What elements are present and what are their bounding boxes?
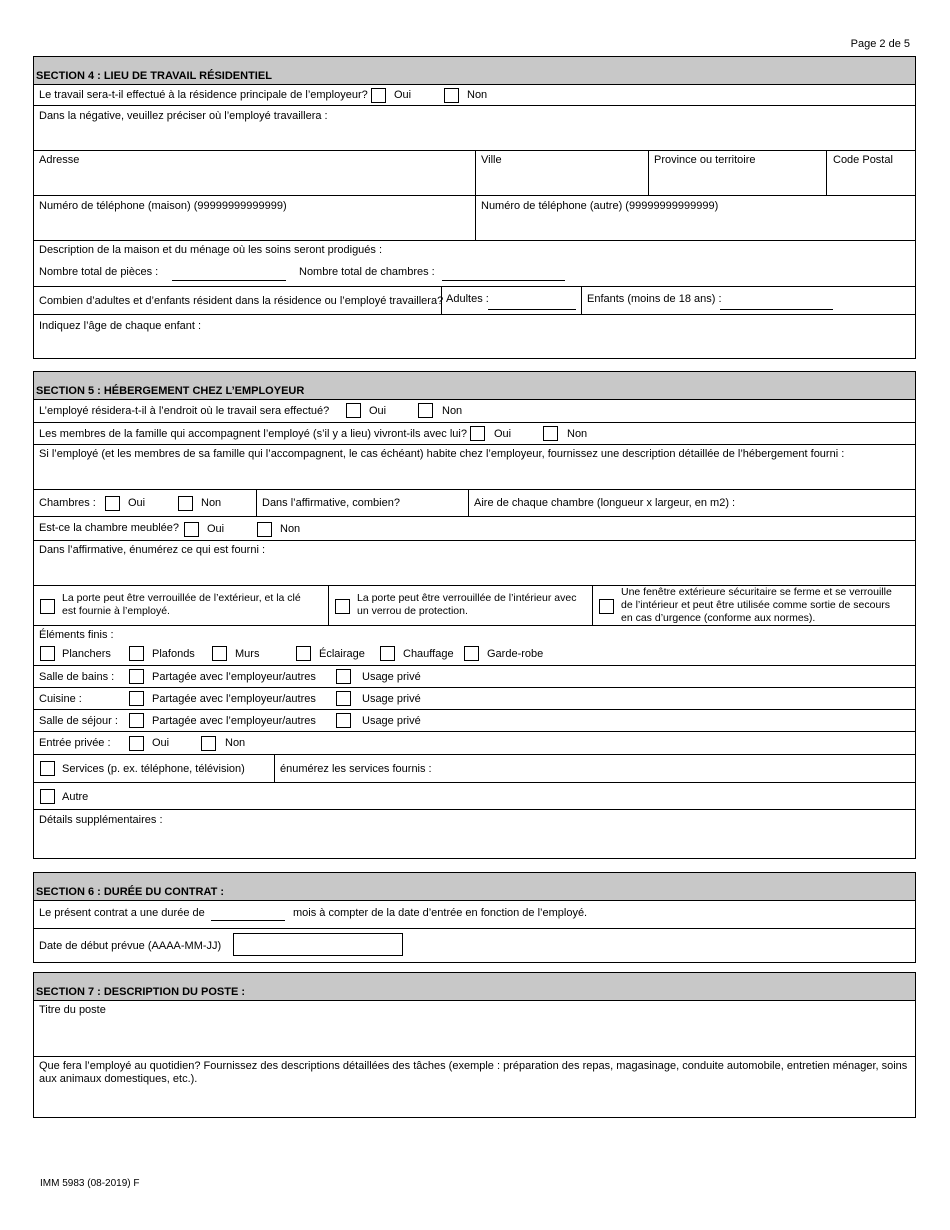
s4-q1-label: Le travail sera-t-il effectué à la résidence principale de l’employeur? — [39, 89, 368, 101]
plafonds-checkbox[interactable] — [129, 646, 144, 661]
s5-q1-non-label: Non — [442, 405, 463, 417]
section-4 — [33, 56, 916, 359]
chambres-total-input[interactable] — [442, 280, 565, 281]
s5-services-row — [34, 755, 915, 783]
date-debut-input[interactable] — [233, 933, 403, 956]
section-6-title: SECTION 6 : DURÉE DU CONTRAT : — [36, 886, 225, 898]
fenetre-line1: Une fenêtre extérieure sécuritaire se ferme et se verrouille — [621, 586, 892, 598]
combien-label: Combien d’adultes et d’enfants résident dans la résidence ou l’employé travaillera? — [39, 295, 444, 307]
s6-duree-row — [34, 901, 915, 929]
s5-salle-sejour-row — [34, 710, 915, 732]
cuisine-prive-label: Usage privé — [362, 693, 421, 705]
chauffage-checkbox[interactable] — [380, 646, 395, 661]
s6-date-row — [34, 929, 915, 962]
s4-age-field[interactable] — [34, 315, 915, 358]
duree-label-a: Le présent contrat a une durée de — [39, 907, 205, 919]
section-5 — [33, 371, 916, 859]
s7-titre-field[interactable] — [34, 1001, 915, 1057]
salle-sejour-label: Salle de séjour : — [39, 715, 118, 727]
salle-bains-prive-label: Usage privé — [362, 671, 421, 683]
s4-q2-field[interactable] — [34, 106, 915, 151]
s5-meublee-row — [34, 517, 915, 541]
autre-checkbox[interactable] — [40, 789, 55, 804]
enum-label: Dans l’affirmative, énumérez ce qui est fourni : — [39, 544, 266, 556]
enfants-label: Enfants (moins de 18 ans) : — [587, 293, 722, 305]
duree-input[interactable] — [211, 920, 285, 921]
pieces-label: Nombre total de pièces : — [39, 266, 159, 278]
services-label: Services (p. ex. téléphone, télévision) — [62, 763, 245, 775]
salle-sejour-partagee-checkbox[interactable] — [129, 713, 144, 728]
section-7 — [33, 972, 916, 1118]
cuisine-label: Cuisine : — [39, 693, 82, 705]
salle-bains-partagee-checkbox[interactable] — [129, 669, 144, 684]
meublee-non-checkbox[interactable] — [257, 522, 272, 537]
fenetre-line3: en cas d’urgence (conforme aux normes). — [621, 612, 816, 624]
entree-non-checkbox[interactable] — [201, 736, 216, 751]
meublee-label: Est-ce la chambre meublée? — [39, 522, 180, 534]
s5-q2-oui-checkbox[interactable] — [470, 426, 485, 441]
s4-description-row — [34, 241, 915, 287]
meublee-non-label: Non — [280, 523, 301, 535]
eclairage-label: Éclairage — [319, 648, 365, 660]
ville-label: Ville — [481, 154, 502, 166]
enfants-input[interactable] — [720, 309, 833, 310]
fenetre-line2: de l’intérieur et peut être utilisée comme sortie de secours — [621, 599, 891, 611]
tel-autre-label: Numéro de téléphone (autre) (99999999999999) — [481, 200, 719, 212]
s4-q1-oui-label: Oui — [394, 89, 412, 101]
s4-q1-oui-checkbox[interactable] — [371, 88, 386, 103]
aire-label: Aire de chaque chambre (longueur x largeur, en m2) : — [474, 497, 736, 509]
s5-q2-non-label: Non — [567, 428, 588, 440]
description-label: Description de la maison et du ménage où les soins seront prodigués : — [39, 244, 383, 256]
adresse-label: Adresse — [39, 154, 80, 166]
details-label: Détails supplémentaires : — [39, 814, 163, 826]
s5-q2-row — [34, 423, 915, 445]
code-postal-label: Code Postal — [833, 154, 893, 166]
s5-securite-row — [34, 586, 915, 626]
entree-oui-label: Oui — [152, 737, 170, 749]
eclairage-checkbox[interactable] — [296, 646, 311, 661]
entree-label: Entrée privée : — [39, 737, 111, 749]
s5-q1-oui-label: Oui — [369, 405, 387, 417]
s5-q1-oui-checkbox[interactable] — [346, 403, 361, 418]
section-5-header — [34, 372, 915, 400]
s5-q2-label: Les membres de la famille qui accompagnent l’employé (s’il y a lieu) vivront-ils avec lui? — [39, 428, 467, 440]
porte-int-line2: un verrou de protection. — [357, 605, 468, 617]
section-7-header — [34, 973, 915, 1001]
s5-q1-row — [34, 400, 915, 423]
salle-bains-partagee-label: Partagée avec l’employeur/autres — [152, 671, 316, 683]
cuisine-partagee-label: Partagée avec l’employeur/autres — [152, 693, 316, 705]
page-number: Page 2 de 5 — [850, 38, 910, 50]
section-4-title: SECTION 4 : LIEU DE TRAVAIL RÉSIDENTIEL — [36, 70, 272, 82]
s4-q1-non-checkbox[interactable] — [444, 88, 459, 103]
garde-robe-checkbox[interactable] — [464, 646, 479, 661]
chambres-label: Chambres : — [39, 497, 96, 509]
murs-checkbox[interactable] — [212, 646, 227, 661]
s4-q1-non-label: Non — [467, 89, 488, 101]
salle-sejour-prive-label: Usage privé — [362, 715, 421, 727]
salle-bains-label: Salle de bains : — [39, 671, 115, 683]
porte-ext-line2: est fournie à l’employé. — [62, 605, 170, 617]
taches-line1: Que fera l’employé au quotidien? Fournissez des descriptions détaillées des tâches (exemple : préparation des repas, magasinage, conduite automobile, entretien ménager, soins — [39, 1060, 908, 1072]
meublee-oui-label: Oui — [207, 523, 225, 535]
salle-sejour-partagee-label: Partagée avec l’employeur/autres — [152, 715, 316, 727]
porte-ext-checkbox[interactable] — [40, 599, 55, 614]
chambres-total-label: Nombre total de chambres : — [299, 266, 435, 278]
cuisine-prive-checkbox[interactable] — [336, 691, 351, 706]
s5-elements-row — [34, 626, 915, 666]
s5-autre-row — [34, 783, 915, 810]
taches-label — [39, 1060, 907, 1086]
taches-line2: aux animaux domestiques, etc.). — [39, 1073, 198, 1085]
s5-q1-non-checkbox[interactable] — [418, 403, 433, 418]
s5-q3-field[interactable] — [34, 445, 915, 490]
autre-label: Autre — [62, 791, 89, 803]
adultes-label: Adultes : — [446, 293, 489, 305]
s7-taches-field[interactable] — [34, 1057, 915, 1117]
cuisine-partagee-checkbox[interactable] — [129, 691, 144, 706]
porte-int-line1: La porte peut être verrouillée de l’intérieur avec — [357, 592, 577, 604]
combien-chambres-label: Dans l’affirmative, combien? — [262, 497, 400, 509]
porte-ext-label — [62, 592, 301, 618]
fenetre-checkbox[interactable] — [599, 599, 614, 614]
porte-ext-line1: La porte peut être verrouillée de l’extérieur, et la clé — [62, 592, 301, 604]
elements-label: Éléments finis : — [39, 629, 114, 641]
s4-q1-row — [34, 85, 915, 106]
date-debut-label: Date de début prévue (AAAA-MM-JJ) — [39, 940, 222, 952]
chambres-non-checkbox[interactable] — [178, 496, 193, 511]
age-label: Indiquez l’âge de chaque enfant : — [39, 320, 202, 332]
s4-address-row — [34, 151, 915, 196]
murs-label: Murs — [235, 648, 260, 660]
s4-residents-row — [34, 287, 915, 315]
planchers-label: Planchers — [62, 648, 111, 660]
salle-sejour-prive-checkbox[interactable] — [336, 713, 351, 728]
s5-q2-non-checkbox[interactable] — [543, 426, 558, 441]
titre-poste-label: Titre du poste — [39, 1004, 106, 1016]
s4-q2-label: Dans la négative, veuillez préciser où l’employé travaillera : — [39, 110, 328, 122]
s4-phone-row — [34, 196, 915, 241]
planchers-checkbox[interactable] — [40, 646, 55, 661]
s5-q1-label: L’employé résidera-t-il à l’endroit où le travail sera effectué? — [39, 405, 330, 417]
porte-int-label — [357, 592, 576, 618]
s5-chambres-row — [34, 490, 915, 517]
salle-bains-prive-checkbox[interactable] — [336, 669, 351, 684]
section-7-title: SECTION 7 : DESCRIPTION DU POSTE : — [36, 986, 246, 998]
province-label: Province ou territoire — [654, 154, 756, 166]
s5-details-field[interactable] — [34, 810, 915, 858]
entree-oui-checkbox[interactable] — [129, 736, 144, 751]
section-5-title: SECTION 5 : HÉBERGEMENT CHEZ L’EMPLOYEUR — [36, 385, 305, 397]
s5-salle-bains-row — [34, 666, 915, 688]
chambres-non-label: Non — [201, 497, 222, 509]
s5-entree-row — [34, 732, 915, 755]
s5-enum-field[interactable] — [34, 541, 915, 586]
s5-q3-label: Si l’employé (et les membres de sa famille qui l’accompagnent, le cas échéant) habite chez l’employeur, fournissez une description détaillée de l’hébergement fourni : — [39, 448, 845, 460]
tel-maison-label: Numéro de téléphone (maison) (99999999999999) — [39, 200, 287, 212]
chambres-oui-checkbox[interactable] — [105, 496, 120, 511]
entree-non-label: Non — [225, 737, 246, 749]
meublee-oui-checkbox[interactable] — [184, 522, 199, 537]
section-6-header — [34, 873, 915, 901]
section-4-header — [34, 57, 915, 85]
services-checkbox[interactable] — [40, 761, 55, 776]
garde-robe-label: Garde-robe — [487, 648, 544, 660]
plafonds-label: Plafonds — [152, 648, 195, 660]
duree-label-b: mois à compter de la date d’entrée en fonction de l’employé. — [293, 907, 588, 919]
adultes-input[interactable] — [488, 309, 576, 310]
pieces-input[interactable] — [172, 280, 286, 281]
section-6 — [33, 872, 916, 963]
s5-cuisine-row — [34, 688, 915, 710]
fenetre-label — [621, 586, 892, 625]
services-enum-label: énumérez les services fournis : — [280, 763, 432, 775]
chauffage-label: Chauffage — [403, 648, 454, 660]
chambres-oui-label: Oui — [128, 497, 146, 509]
form-code: IMM 5983 (08-2019) F — [40, 1178, 140, 1189]
s5-q2-oui-label: Oui — [494, 428, 512, 440]
porte-int-checkbox[interactable] — [335, 599, 350, 614]
